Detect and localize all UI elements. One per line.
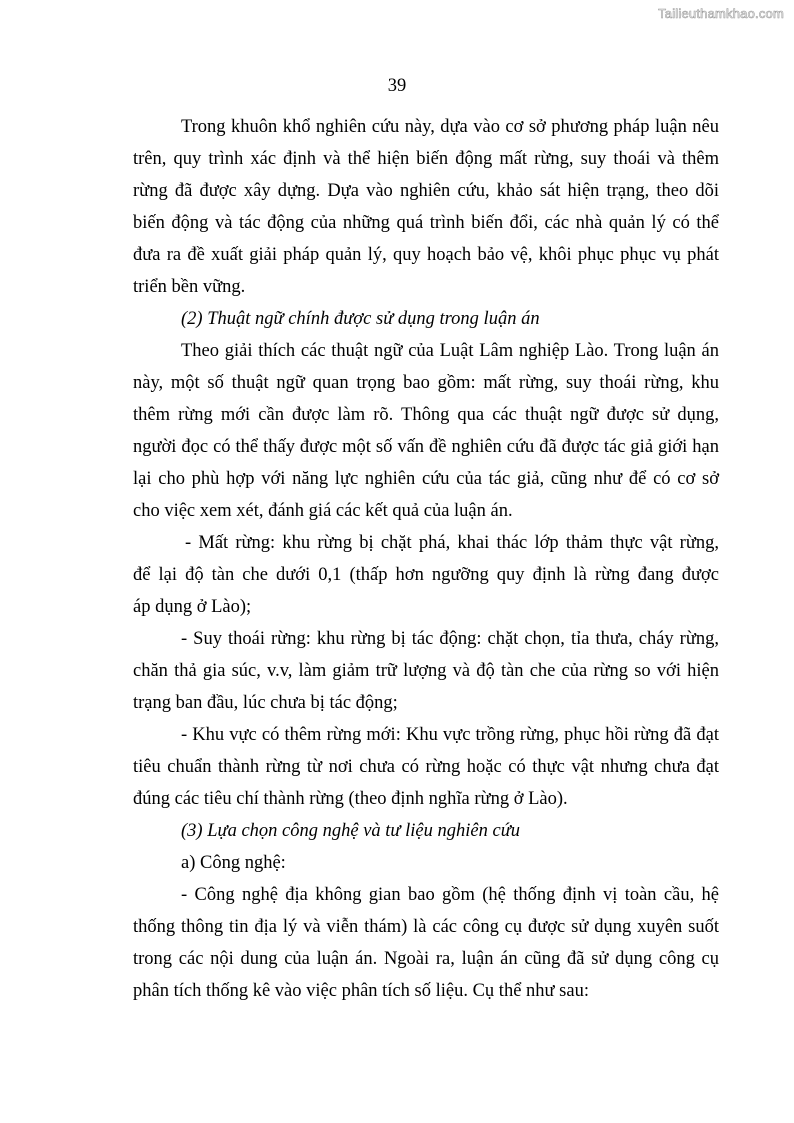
- text-line: này, một số thuật ngữ quan trọng bao gồm: mất rừng, suy thoái rừng, khu: [133, 373, 719, 393]
- text-line: rừng đã được xây dựng. Dựa vào nghiên cứu, khảo sát hiện trạng, theo dõi: [133, 181, 719, 201]
- text-line: a) Công nghệ:: [181, 853, 286, 873]
- paragraph: [133, 114, 719, 306]
- text-line: - Khu vực có thêm rừng mới: Khu vực trồng rừng, phục hồi rừng đã đạt: [181, 725, 719, 745]
- text-line: để lại độ tàn che dưới 0,1 (thấp hơn ngưỡng quy định là rừng đang được: [133, 565, 719, 585]
- watermark: Tailieuthamkhao.com: [658, 6, 784, 21]
- text-line: Trong khuôn khổ nghiên cứu này, dựa vào cơ sở phương pháp luận nêu: [181, 117, 719, 137]
- text-line: chăn thả gia súc, v.v, làm giảm trữ lượng và độ tàn che của rừng so với hiện: [133, 661, 719, 681]
- text-line: thống thông tin địa lý và viễn thám) là các công cụ được sử dụng xuyên suốt: [133, 917, 719, 937]
- text-line: đúng các tiêu chí thành rừng (theo định nghĩa rừng ở Lào).: [133, 789, 568, 809]
- text-line: triển bền vững.: [133, 277, 246, 297]
- text-line: trong các nội dung của luận án. Ngoài ra, luận án cũng đã sử dụng công cụ: [133, 949, 719, 969]
- text-line: áp dụng ở Lào);: [133, 597, 252, 617]
- document-body: [133, 114, 719, 1010]
- paragraph: [133, 338, 719, 530]
- text-line: (2) Thuật ngữ chính được sử dụng trong luận án: [181, 309, 540, 329]
- section-heading: [133, 818, 719, 850]
- paragraph: [133, 882, 719, 1010]
- paragraph: [133, 626, 719, 722]
- paragraph: [133, 530, 719, 626]
- text-line: biến động và tác động của những quá trình biến đổi, các nhà quản lý có thể: [133, 213, 719, 233]
- text-line: - Mất rừng: khu rừng bị chặt phá, khai thác lớp thảm thực vật rừng,: [185, 533, 719, 553]
- text-line: đưa ra đề xuất giải pháp quản lý, quy hoạch bảo vệ, khôi phục phục vụ phát: [133, 245, 719, 265]
- paragraph: [133, 850, 719, 882]
- text-line: - Công nghệ địa không gian bao gồm (hệ thống định vị toàn cầu, hệ: [181, 885, 719, 905]
- text-line: trên, quy trình xác định và thể hiện biến động mất rừng, suy thoái và thêm: [133, 149, 719, 169]
- text-line: phân tích thống kê vào việc phân tích số liệu. Cụ thể như sau:: [133, 981, 589, 1001]
- page-number: 39: [387, 76, 407, 96]
- section-heading: [133, 306, 719, 338]
- text-line: người đọc có thể thấy được một số vấn đề nghiên cứu đã được tác giả giới hạn: [133, 437, 719, 457]
- text-line: - Suy thoái rừng: khu rừng bị tác động: chặt chọn, tỉa thưa, cháy rừng,: [181, 629, 719, 649]
- text-line: cho việc xem xét, đánh giá các kết quả của luận án.: [133, 501, 513, 521]
- text-line: (3) Lựa chọn công nghệ và tư liệu nghiên cứu: [181, 821, 521, 841]
- paragraph: [133, 722, 719, 818]
- text-line: tiêu chuẩn thành rừng từ nơi chưa có rừng hoặc có thực vật nhưng chưa đạt: [133, 757, 719, 777]
- text-line: thêm rừng mới cần được làm rõ. Thông qua các thuật ngữ được sử dụng,: [133, 405, 719, 425]
- text-line: trạng ban đầu, lúc chưa bị tác động;: [133, 693, 398, 713]
- text-line: Theo giải thích các thuật ngữ của Luật Lâm nghiệp Lào. Trong luận án: [181, 341, 719, 361]
- text-line: lại cho phù hợp với năng lực nghiên cứu của tác giả, cũng như để có cơ sở: [133, 469, 719, 489]
